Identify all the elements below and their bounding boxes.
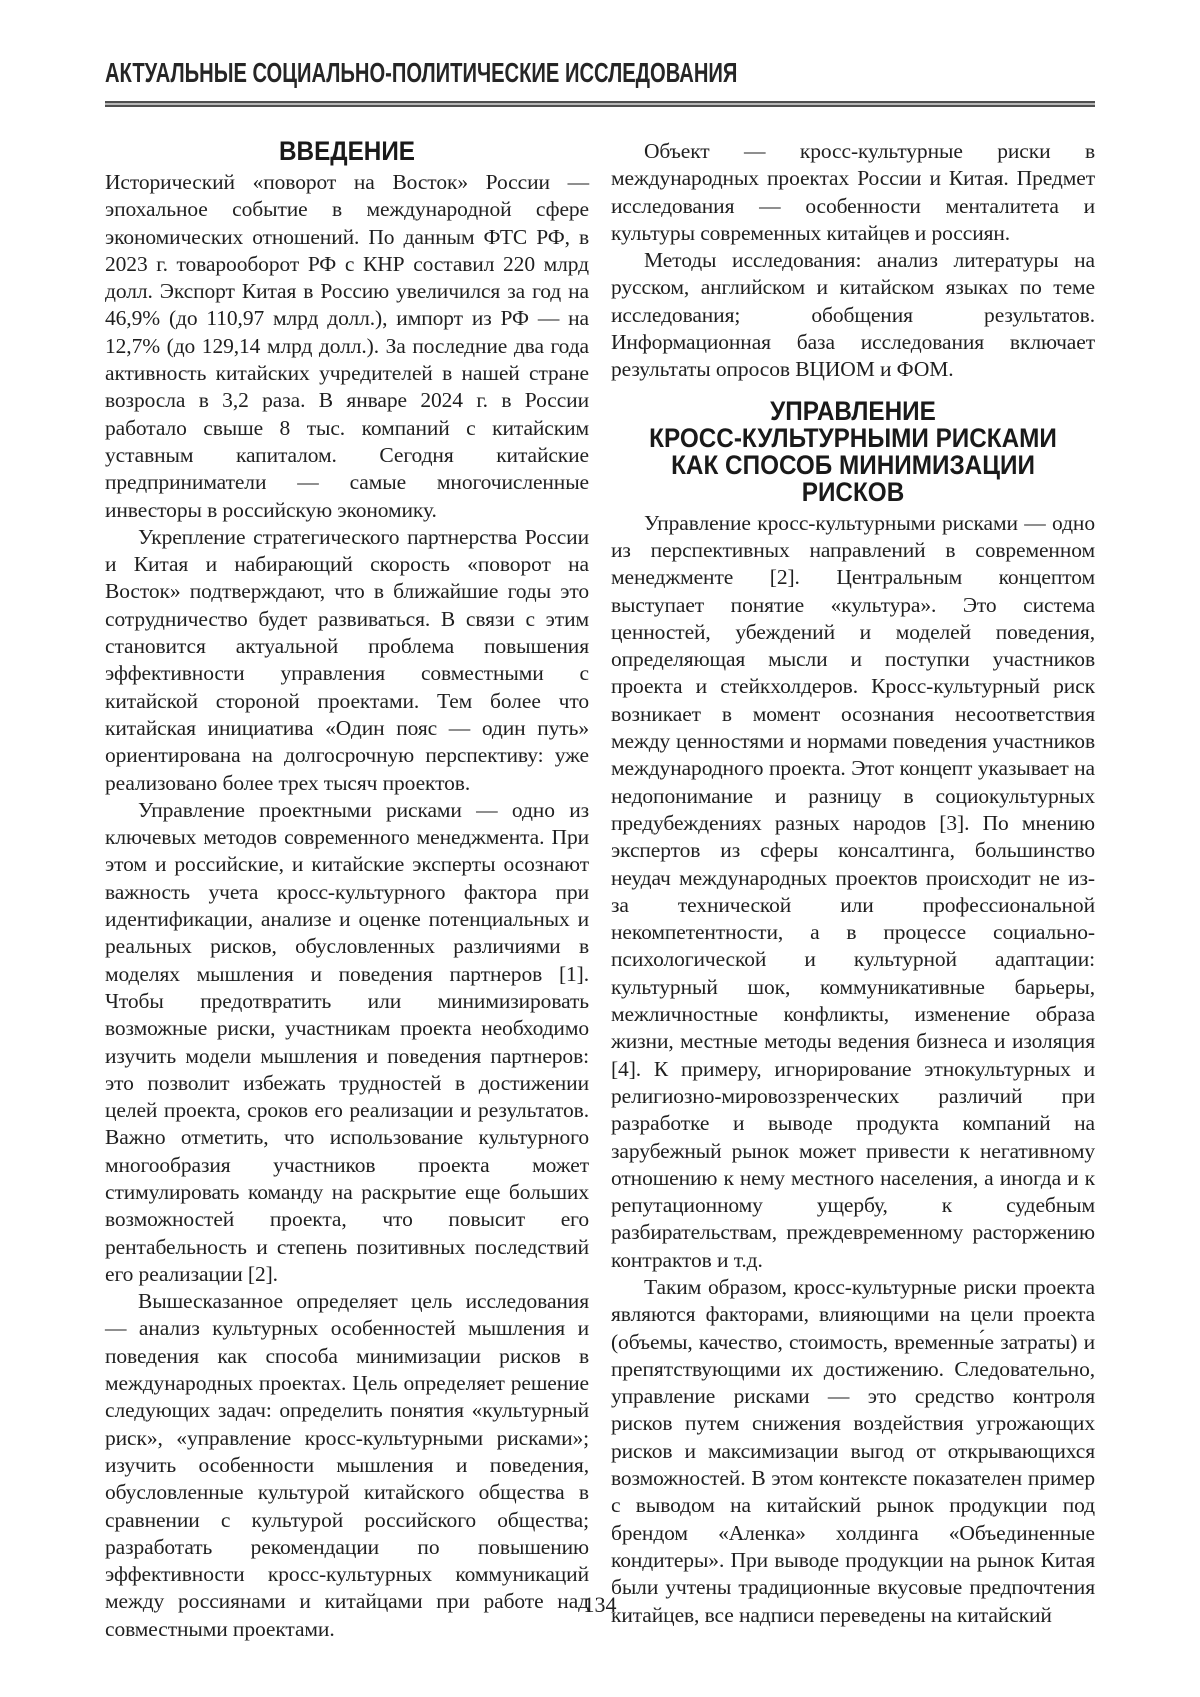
right-column-section-paragraphs xyxy=(611,510,1095,1629)
running-head: АКТУАЛЬНЫЕ СОЦИАЛЬНО-ПОЛИТИЧЕСКИЕ ИССЛЕДОВАНИЯ xyxy=(105,57,738,88)
section-heading-line: КАК СПОСОБ МИНИМИЗАЦИИ РИСКОВ xyxy=(671,449,1035,507)
left-column-paragraphs xyxy=(105,169,589,1643)
paragraph: Методы исследования: анализ литературы на русском, английском и китайском языках по теме исследования; обобщения результатов. Информационная база исследования включает результаты опросов ВЦИОМ и ФОМ. xyxy=(611,248,1095,382)
section-heading-risk-management xyxy=(635,395,1071,507)
section-heading-introduction: ВВЕДЕНИЕ xyxy=(278,136,416,166)
two-column-layout xyxy=(105,138,1095,1643)
paragraph: Таким образом, кросс-культурные риски проекта являются факторами, влияющими на цели проекта (объемы, качество, стоимость, временны́е затраты) и препятствующими их достижению. Следовательно, управление рисками — это средство контроля рисков путем снижения воздействия угрожающих рисков и максимизации выгод от открывающихся возможностей. В этом контексте показателен пример с выводом на китайский рынок продукции под брендом «Аленка» холдинга «Объединенные кондитеры». При выводе продукции на рынок Китая были учтены традиционные вкусовые предпочтения китайцев, все надписи переведены на китайский xyxy=(611,1274,1095,1627)
page-number: 134 xyxy=(583,1592,617,1617)
left-column xyxy=(105,138,589,1643)
page-header xyxy=(105,58,1095,107)
header-rule xyxy=(105,101,1095,107)
right-column-intro-paragraphs xyxy=(611,138,1095,384)
page-content xyxy=(0,58,1200,1643)
paragraph: Вышесказанное определяет цель исследования — анализ культурных особенностей мышления и поведения как способа минимизации рисков в международных проектах. Цель определяет решение следующих задач: определить понятия «культурный риск», «управление кросс-культурными рисками»; изучить особенности мышления и поведения, обусловленные культурой китайского общества в сравнении с культурой российского общества; разработать рекомендации по повышению эффективности кросс-культурных коммуникаций между россиянами и китайцами при работе над совместными проектами. xyxy=(105,1289,589,1641)
section-heading-line: КРОСС-КУЛЬТУРНЫМИ РИСКАМИ xyxy=(649,422,1057,453)
section-heading-line: УПРАВЛЕНИЕ xyxy=(770,395,936,426)
paragraph: Управление кросс-культурными рисками — одно из перспективных направлений в современном менеджменте [2]. Центральным концептом выступает понятие «культура». Это система ценностей, убеждений и моделей поведения, определяющая мысли и поступки участников проекта и стейкхолдеров. Кросс-культурный риск возникает в момент осознания несоответствия между ценностями и нормами поведения участников международного проекта. Этот концепт указывает на недопонимание и разницу в социокультурных предубеждениях разных народов [3]. По мнению экспертов из сферы консалтинга, большинство неудач международных проектов происходит не из-за технической или профессиональной некомпетентности, а в процессе социально-психологической и культурной адаптации: культурный шок, коммуникативные барьеры, межличностные конфликты, изменение образа жизни, местные методы ведения бизнеса и изоляция [4]. К примеру, игнорирование этнокультурных и религиозно-мировоззренческих различий при разработке и выводе продукта компаний на зарубежный рынок может привести к негативному отношению к нему местного населения, а иногда и к репутационному ущербу, к судебным разбирательствам, преждевременному расторжению контрактов и т.д. xyxy=(611,510,1095,1272)
right-column xyxy=(611,138,1095,1643)
paragraph: Исторический «поворот на Восток» России — эпохальное событие в международной сфере экономических отношений. По данным ФТС РФ, в 2023 г. товарооборот РФ с КНР составил 220 млрд долл. Экспорт Китая в Россию увеличился за год на 46,9% (до 110,97 млрд долл.), импорт из РФ — на 12,7% (до 129,14 млрд долл.). За последние два года активность китайских учредителей в нашей стране возросла в 3,2 раза. В январе 2024 г. в России работало свыше 8 тыс. компаний с китайским уставным капиталом. Сегодня китайские предприниматели — самые многочисленные инвесторы в российскую экономику. xyxy=(105,170,589,522)
paragraph: Объект — кросс-культурные риски в международных проектах России и Китая. Предмет исследования — особенности менталитета и культуры современных китайцев и россиян. xyxy=(611,139,1095,245)
paragraph: Управление проектными рисками — одно из ключевых методов современного менеджмента. При этом и российские, и китайские эксперты осознают важность учета кросс-культурного фактора при идентификации, анализе и оценке потенциальных и реальных рисков, обусловленных различиями в моделях мышления и поведения партнеров [1]. Чтобы предотвратить или минимизировать возможные риски, участникам проекта необходимо изучить модели мышления и поведения партнеров: это позволит избежать трудностей в достижении целей проекта, сроков его реализации и результатов. Важно отметить, что использование культурного многообразия участников проекта может стимулировать команду на раскрытие еще больших возможностей проекта, что повысит его рентабельность и степень позитивных последствий его реализации [2]. xyxy=(105,797,589,1286)
paragraph: Укрепление стратегического партнерства России и Китая и набирающий скорость «поворот на Восток» подтверждают, что в ближайшие годы это сотрудничество будет развиваться. В связи с этим становится актуальной проблема повышения эффективности управления совместными с китайской стороной проектами. Тем более что китайская инициатива «Один пояс — один путь» ориентирована на долгосрочную перспективу: уже реализовано более трех тысяч проектов. xyxy=(105,524,589,795)
